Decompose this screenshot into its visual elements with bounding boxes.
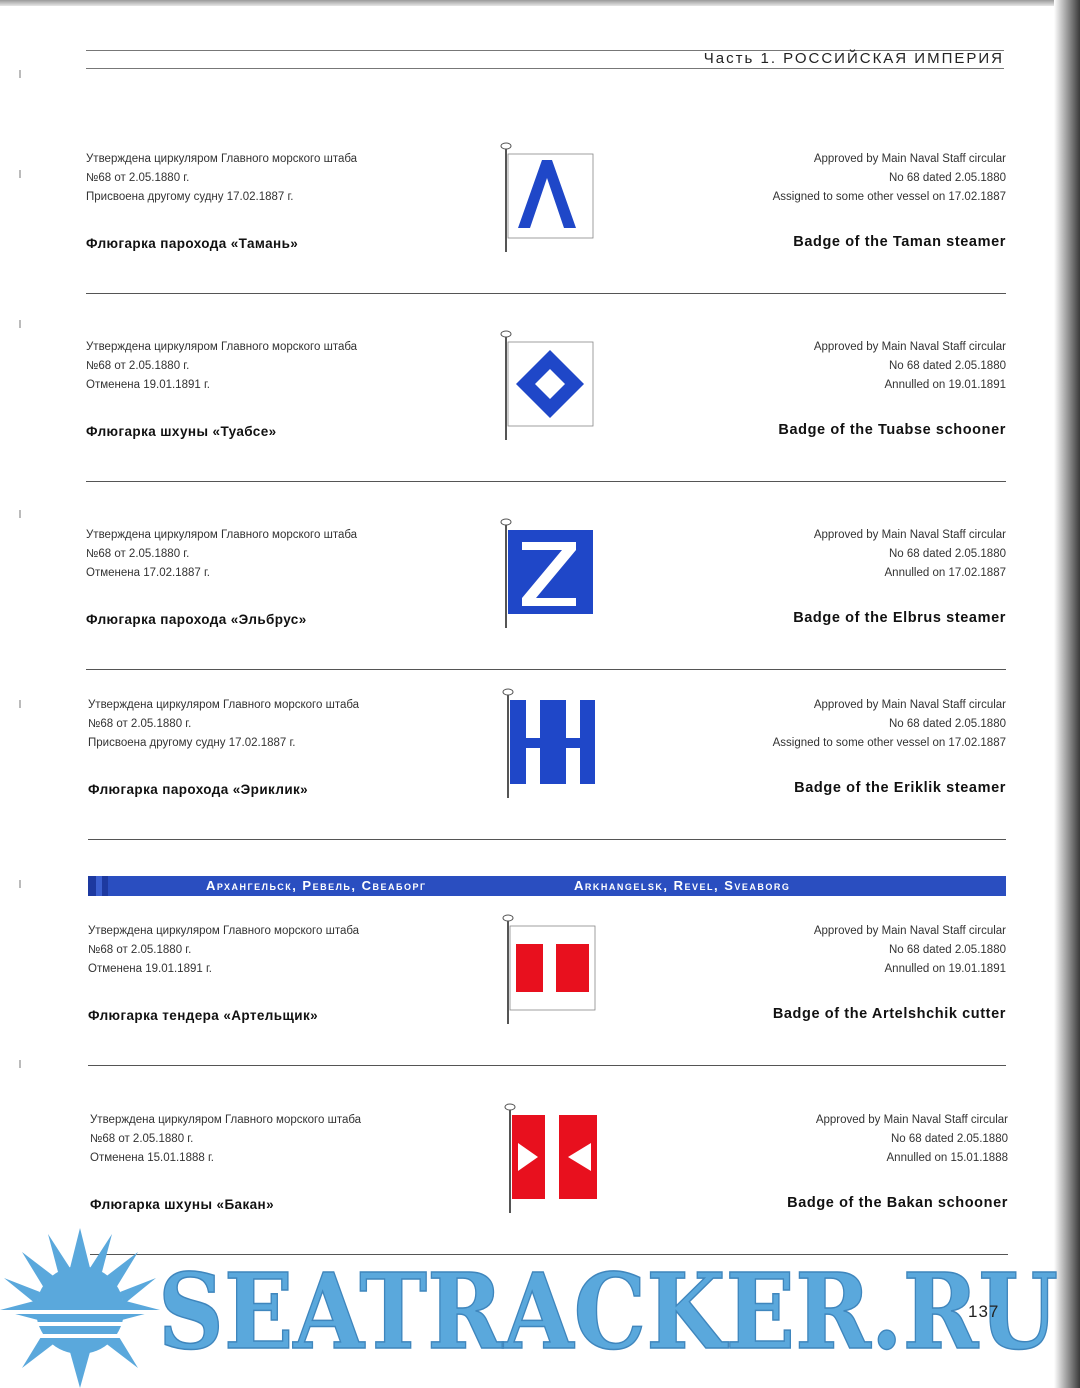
en-badge-title: Badge of the Artelshchik cutter xyxy=(772,1006,1006,1022)
ru-badge-title: Флюгарка парохода «Эльбрус» xyxy=(86,612,307,627)
flag-entry xyxy=(86,338,1006,526)
flag-artelshchik-icon xyxy=(496,912,596,1032)
ru-badge-title: Флюгарка парохода «Эриклик» xyxy=(88,782,309,797)
flag-bakan-icon xyxy=(498,1101,598,1221)
flag-tuabse-icon xyxy=(494,328,594,448)
ru-description: Утверждена циркуляром Главного морского штаба №68 от 2.05.1880 г. Присвоена другому судну 17.02.1887 г. xyxy=(86,153,358,203)
flag-elbrus-icon xyxy=(494,516,594,636)
en-badge-title: Badge of the Bakan schooner xyxy=(787,1195,1008,1211)
gutter-mark xyxy=(19,1060,21,1068)
ru-description: Утверждена циркуляром Главного морского штаба №68 от 2.05.1880 г. Отменена 17.02.1887 г. xyxy=(86,529,358,579)
en-description: Approved by Main Naval Staff circular No 68 dated 2.05.1880 Assigned to some other vessel on 17.02.1887 xyxy=(772,153,1006,203)
gutter-mark xyxy=(19,880,21,888)
book-spine-shadow xyxy=(1054,0,1080,1388)
en-badge-title: Badge of the Taman steamer xyxy=(793,234,1006,250)
sun-burst-icon xyxy=(0,1228,160,1388)
gutter-mark xyxy=(19,320,21,328)
band-title-ru: Архангельск, Ревель, Свеаборг xyxy=(206,878,427,893)
ru-description: Утверждена циркуляром Главного морского штаба №68 от 2.05.1880 г. Отменена 19.01.1891 г. xyxy=(88,925,360,975)
en-description: Approved by Main Naval Staff circular No 68 dated 2.05.1880 Annulled on 17.02.1887 xyxy=(813,529,1006,579)
entry-divider xyxy=(86,293,1006,294)
ru-description: Утверждена циркуляром Главного морского штаба №68 от 2.05.1880 г. Отменена 19.01.1891 г. xyxy=(86,341,358,391)
entry-divider xyxy=(88,839,1006,840)
header-rule-bottom xyxy=(86,68,1004,69)
watermark-text: SEATRACKER.RU xyxy=(158,1250,1058,1373)
flag-eriklik-icon xyxy=(496,686,596,806)
ru-description: Утверждена циркуляром Главного морского штаба №68 от 2.05.1880 г. Отменена 15.01.1888 г. xyxy=(90,1114,362,1164)
entry-divider xyxy=(88,1065,1006,1066)
page-top-shadow xyxy=(0,0,1080,6)
gutter-mark xyxy=(19,170,21,178)
en-badge-title: Badge of the Eriklik steamer xyxy=(794,780,1006,796)
band-title-en: Arkhangelsk, Revel, Sveaborg xyxy=(574,878,791,893)
gutter-mark xyxy=(19,700,21,708)
flag-taman-icon xyxy=(494,140,594,260)
flag-entry xyxy=(88,696,1006,884)
ru-badge-title: Флюгарка шхуны «Туабсе» xyxy=(86,424,277,439)
ru-badge-title: Флюгарка шхуны «Бакан» xyxy=(90,1197,274,1212)
ru-description: Утверждена циркуляром Главного морского штаба №68 от 2.05.1880 г. Присвоена другому судну 17.02.1887 г. xyxy=(88,699,360,749)
en-description: Approved by Main Naval Staff circular No 68 dated 2.05.1880 Assigned to some other vessel on 17.02.1887 xyxy=(772,699,1006,749)
gutter-mark xyxy=(19,70,21,78)
entry-divider xyxy=(86,481,1006,482)
en-description: Approved by Main Naval Staff circular No 68 dated 2.05.1880 Annulled on 19.01.1891 xyxy=(813,341,1006,391)
band-marker xyxy=(88,876,118,896)
en-description: Approved by Main Naval Staff circular No 68 dated 2.05.1880 Annulled on 15.01.1888 xyxy=(815,1114,1008,1164)
entry-divider xyxy=(86,669,1006,670)
en-badge-title: Badge of the Tuabse schooner xyxy=(778,422,1006,438)
en-badge-title: Badge of the Elbrus steamer xyxy=(793,610,1006,626)
seatracker-watermark xyxy=(0,1228,1080,1388)
section-header: Часть 1. РОССИЙСКАЯ ИМПЕРИЯ xyxy=(703,50,1004,67)
page-number: 137 xyxy=(968,1302,1000,1321)
en-description: Approved by Main Naval Staff circular No 68 dated 2.05.1880 Annulled on 19.01.1891 xyxy=(813,925,1006,975)
ru-badge-title: Флюгарка тендера «Артельщик» xyxy=(88,1008,319,1023)
flag-entry xyxy=(86,150,1006,338)
flag-entry xyxy=(88,922,1006,1110)
ru-badge-title: Флюгарка парохода «Тамань» xyxy=(86,236,299,251)
gutter-mark xyxy=(19,510,21,518)
